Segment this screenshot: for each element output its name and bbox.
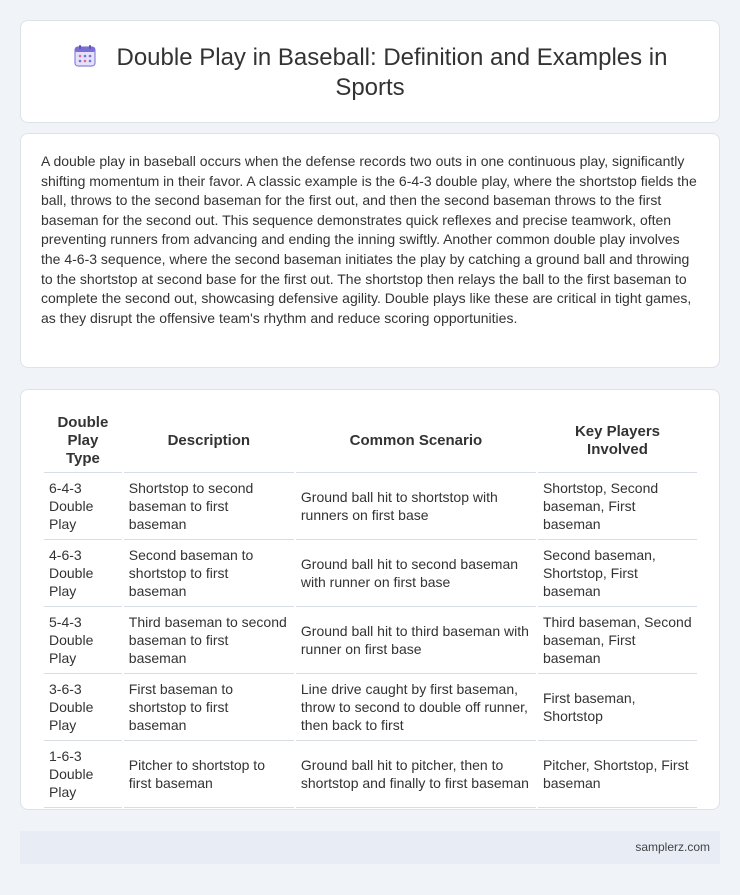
table-row — [44, 741, 697, 808]
footer-bar — [20, 831, 720, 864]
table-header-row — [44, 408, 697, 473]
cell-description: Shortstop to second baseman to first baseman — [124, 473, 294, 540]
cell-players: Pitcher, Shortstop, First baseman — [538, 741, 697, 808]
cell-type: 1-6-3 Double Play — [44, 741, 122, 808]
page-title — [61, 43, 679, 103]
cell-players: Second baseman, Shortstop, First baseman — [538, 540, 697, 607]
cell-type: 3-6-3 Double Play — [44, 674, 122, 741]
table-row — [44, 473, 697, 540]
cell-players: First baseman, Shortstop — [538, 674, 697, 741]
intro-paragraph: A double play in baseball occurs when the defense records two outs in one continuous play, significantly shifting momentum in their favor. A classic example is the 6-4-3 double play, where the shortstop fields the ball, throws to the second baseman for the first out, and then the second baseman throws to the first baseman for the second out. This sequence demonstrates quick reflexes and precise teamwork, often preventing runners from advancing and ending the inning swiftly. Another common double play involves the 4-6-3 sequence, where the second baseman initiates the play by catching a ground ball and throwing to the shortstop at second base for the first out. The shortstop then relays the ball to the first baseman to complete the second out, showcasing defensive agility. Double plays like these are critical in tight games, as they disrupt the offensive team's rhythm and reduce scoring opportunities. — [41, 153, 697, 326]
double-play-table — [42, 408, 699, 808]
table-row — [44, 674, 697, 741]
table-card — [20, 389, 720, 810]
cell-scenario: Ground ball hit to shortstop with runners on first base — [296, 473, 536, 540]
cell-description: Pitcher to shortstop to first baseman — [124, 741, 294, 808]
footer-site-link[interactable]: samplerz.com — [635, 840, 710, 854]
cell-players: Shortstop, Second baseman, First baseman — [538, 473, 697, 540]
cell-scenario: Ground ball hit to third baseman with runner on first base — [296, 607, 536, 674]
header-players: Key Players Involved — [538, 408, 697, 473]
cell-scenario: Ground ball hit to pitcher, then to shortstop and finally to first baseman — [296, 741, 536, 808]
cell-description: First baseman to shortstop to first baseman — [124, 674, 294, 741]
cell-type: 4-6-3 Double Play — [44, 540, 122, 607]
title-text: Double Play in Baseball: Definition and Examples in Sports — [116, 44, 668, 101]
header-description: Description — [124, 408, 294, 473]
calendar-icon — [73, 44, 97, 68]
table-row — [44, 540, 697, 607]
cell-scenario: Ground ball hit to second baseman with runner on first base — [296, 540, 536, 607]
table-row — [44, 607, 697, 674]
intro-card — [20, 133, 720, 368]
cell-scenario: Line drive caught by first baseman, throw to second to double off runner, then back to first — [296, 674, 536, 741]
cell-description: Second baseman to shortstop to first baseman — [124, 540, 294, 607]
cell-description: Third baseman to second baseman to first baseman — [124, 607, 294, 674]
cell-type: 5-4-3 Double Play — [44, 607, 122, 674]
title-card — [20, 20, 720, 123]
cell-type: 6-4-3 Double Play — [44, 473, 122, 540]
header-type: Double Play Type — [44, 408, 122, 473]
header-scenario: Common Scenario — [296, 408, 536, 473]
cell-players: Third baseman, Second baseman, First baseman — [538, 607, 697, 674]
